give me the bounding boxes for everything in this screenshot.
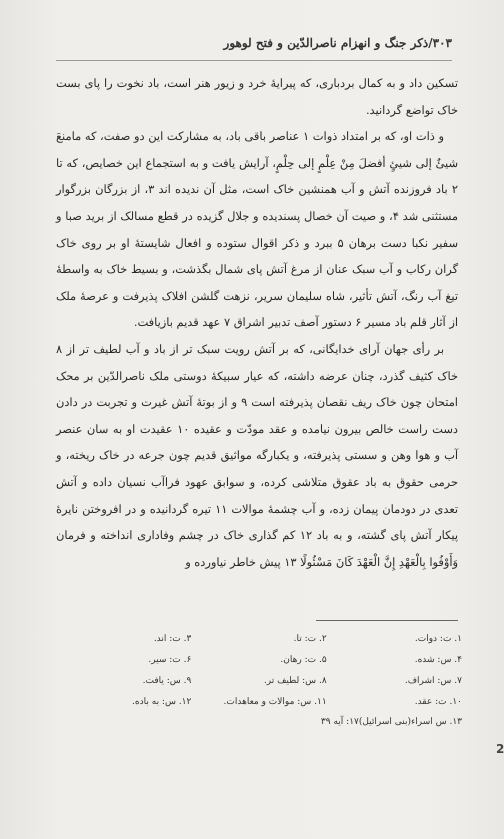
paragraph: بر رأی جهان آرای خدایگانی، که بر آتش رویت سبک تر از باد و آب لطیف تر از ۸ خاک کثیف گذرد، چنان عرضه داشته، که عیار سبیکهٔ دوستی ملک ناصرالدّین بر محک امتحان چون خاک ریف نقصان پذیرفته است ۹ و از بوتهٔ آتش غیرت و تجربت در دادن دست راست خالص بیرون نیامده و عقد مودّت و عقیده ۱۰ عقیدت او به سان عنصر آب و هوا وهن و سستی پذیرفته، و یکبارگه مواثیق قدیم چون جرعه در خاک ریخته، و حرمی حقوق به باد عقوق متلاشی کرده، و سوابق عهود فراآب نسیان داده و آتش تعدی در دودمان پیمان زده، و آب چشمهٔ موالات ۱۱ تیره گردانیده و در افروختن نایرهٔ پیکار آتش پای گشته، و به باد ۱۲ کم گذاری خاک در چشم وفاداری انداخته و فرمان وَأَوْفُوا بِالْعَهْدِ إِنَّ الْعَهْدَ كَانَ مَسْئُولًا ۱۳ پیش خاطر نیاورده و <box>56 341 458 569</box>
footnote: ۱. ت: دوات. <box>414 633 462 644</box>
footnote: ۹. س: یافت. <box>142 675 192 686</box>
footnote-row <box>56 691 462 712</box>
footnote: ۳. ت: اند. <box>153 633 192 644</box>
body-text <box>56 70 458 575</box>
footnote: ۸. س: لطیف تر. <box>263 675 327 686</box>
footnote: ۵. ت: رهان. <box>280 654 327 665</box>
footnotes <box>56 628 462 733</box>
footnote-row <box>56 670 462 691</box>
footnote: ۴. س: شده. <box>414 654 462 665</box>
footnote: ۱۳. س اسراء(بنی اسرائیل)۱۷: آیه ۳۹ <box>320 717 462 727</box>
paragraph: و ذات او، که بر امتداد ذوات ۱ عناصر باقی باد، به مشارکت این دو صفت، که مامنعَ شیئٌ إلی شیئٍ أفضلَ مِنْ عِلْمٍ إلی حِلْمٍ، آرایش یافت و به استجماع این خصایص، که تا ۲ باد فروزنده آتش و آب همنشین خاک است، مثل آن ندیده اند ۳، از بزرگان بزرگوار مستثنی شد ۴، و صیت آن خصال پسندیده و جلال گزیده در قطع مسالک از برید صبا و سفیر نکبا دست برهان ۵ ببرد و ذکر اقوال ستوده و افعال شایستهٔ او بر روی خاک گران رکاب و آب سبک عنان از مرغ آتش پای شمال بگذشت، و بسیط خاک به واسطهٔ تیغ آب رنگ، آتش تأثیر، شاه سلیمان سریر، نزهت گلشن افلاک پذیرفت و عرصهٔ ملک از آثار قلم باد مسیر ۶ دستور آصف تدبیر اشراق ۷ عهد قدیم بازیافت. <box>56 129 458 330</box>
footnote: ۷. س: اشراف. <box>404 675 462 686</box>
running-header: ۳۰۳/ذکر جنگ و انهزام ناصرالدّین و فتح لوهور <box>223 36 452 50</box>
footnote: ۱۱. س: موالات و معاهدات. <box>223 696 327 707</box>
footnote: ۱۲. س: به باده. <box>132 696 192 707</box>
paragraph: تسکین داد و به کمال بردباری، که پیرایهٔ خرد و زیور هنر است، باد نخوت را پای بست خاک تواضع گردانید. <box>56 76 458 117</box>
margin-page-mark: 2 <box>496 742 504 756</box>
footnote: ۱۰. ت: عقد. <box>414 696 462 707</box>
footnote: ۶. ت: سیر. <box>148 654 192 665</box>
footnote: ۲. ت: تا. <box>293 633 327 644</box>
header-divider <box>56 60 452 61</box>
footnote-divider <box>316 620 458 621</box>
footnote-row <box>56 649 462 670</box>
footnote-row <box>56 628 462 649</box>
